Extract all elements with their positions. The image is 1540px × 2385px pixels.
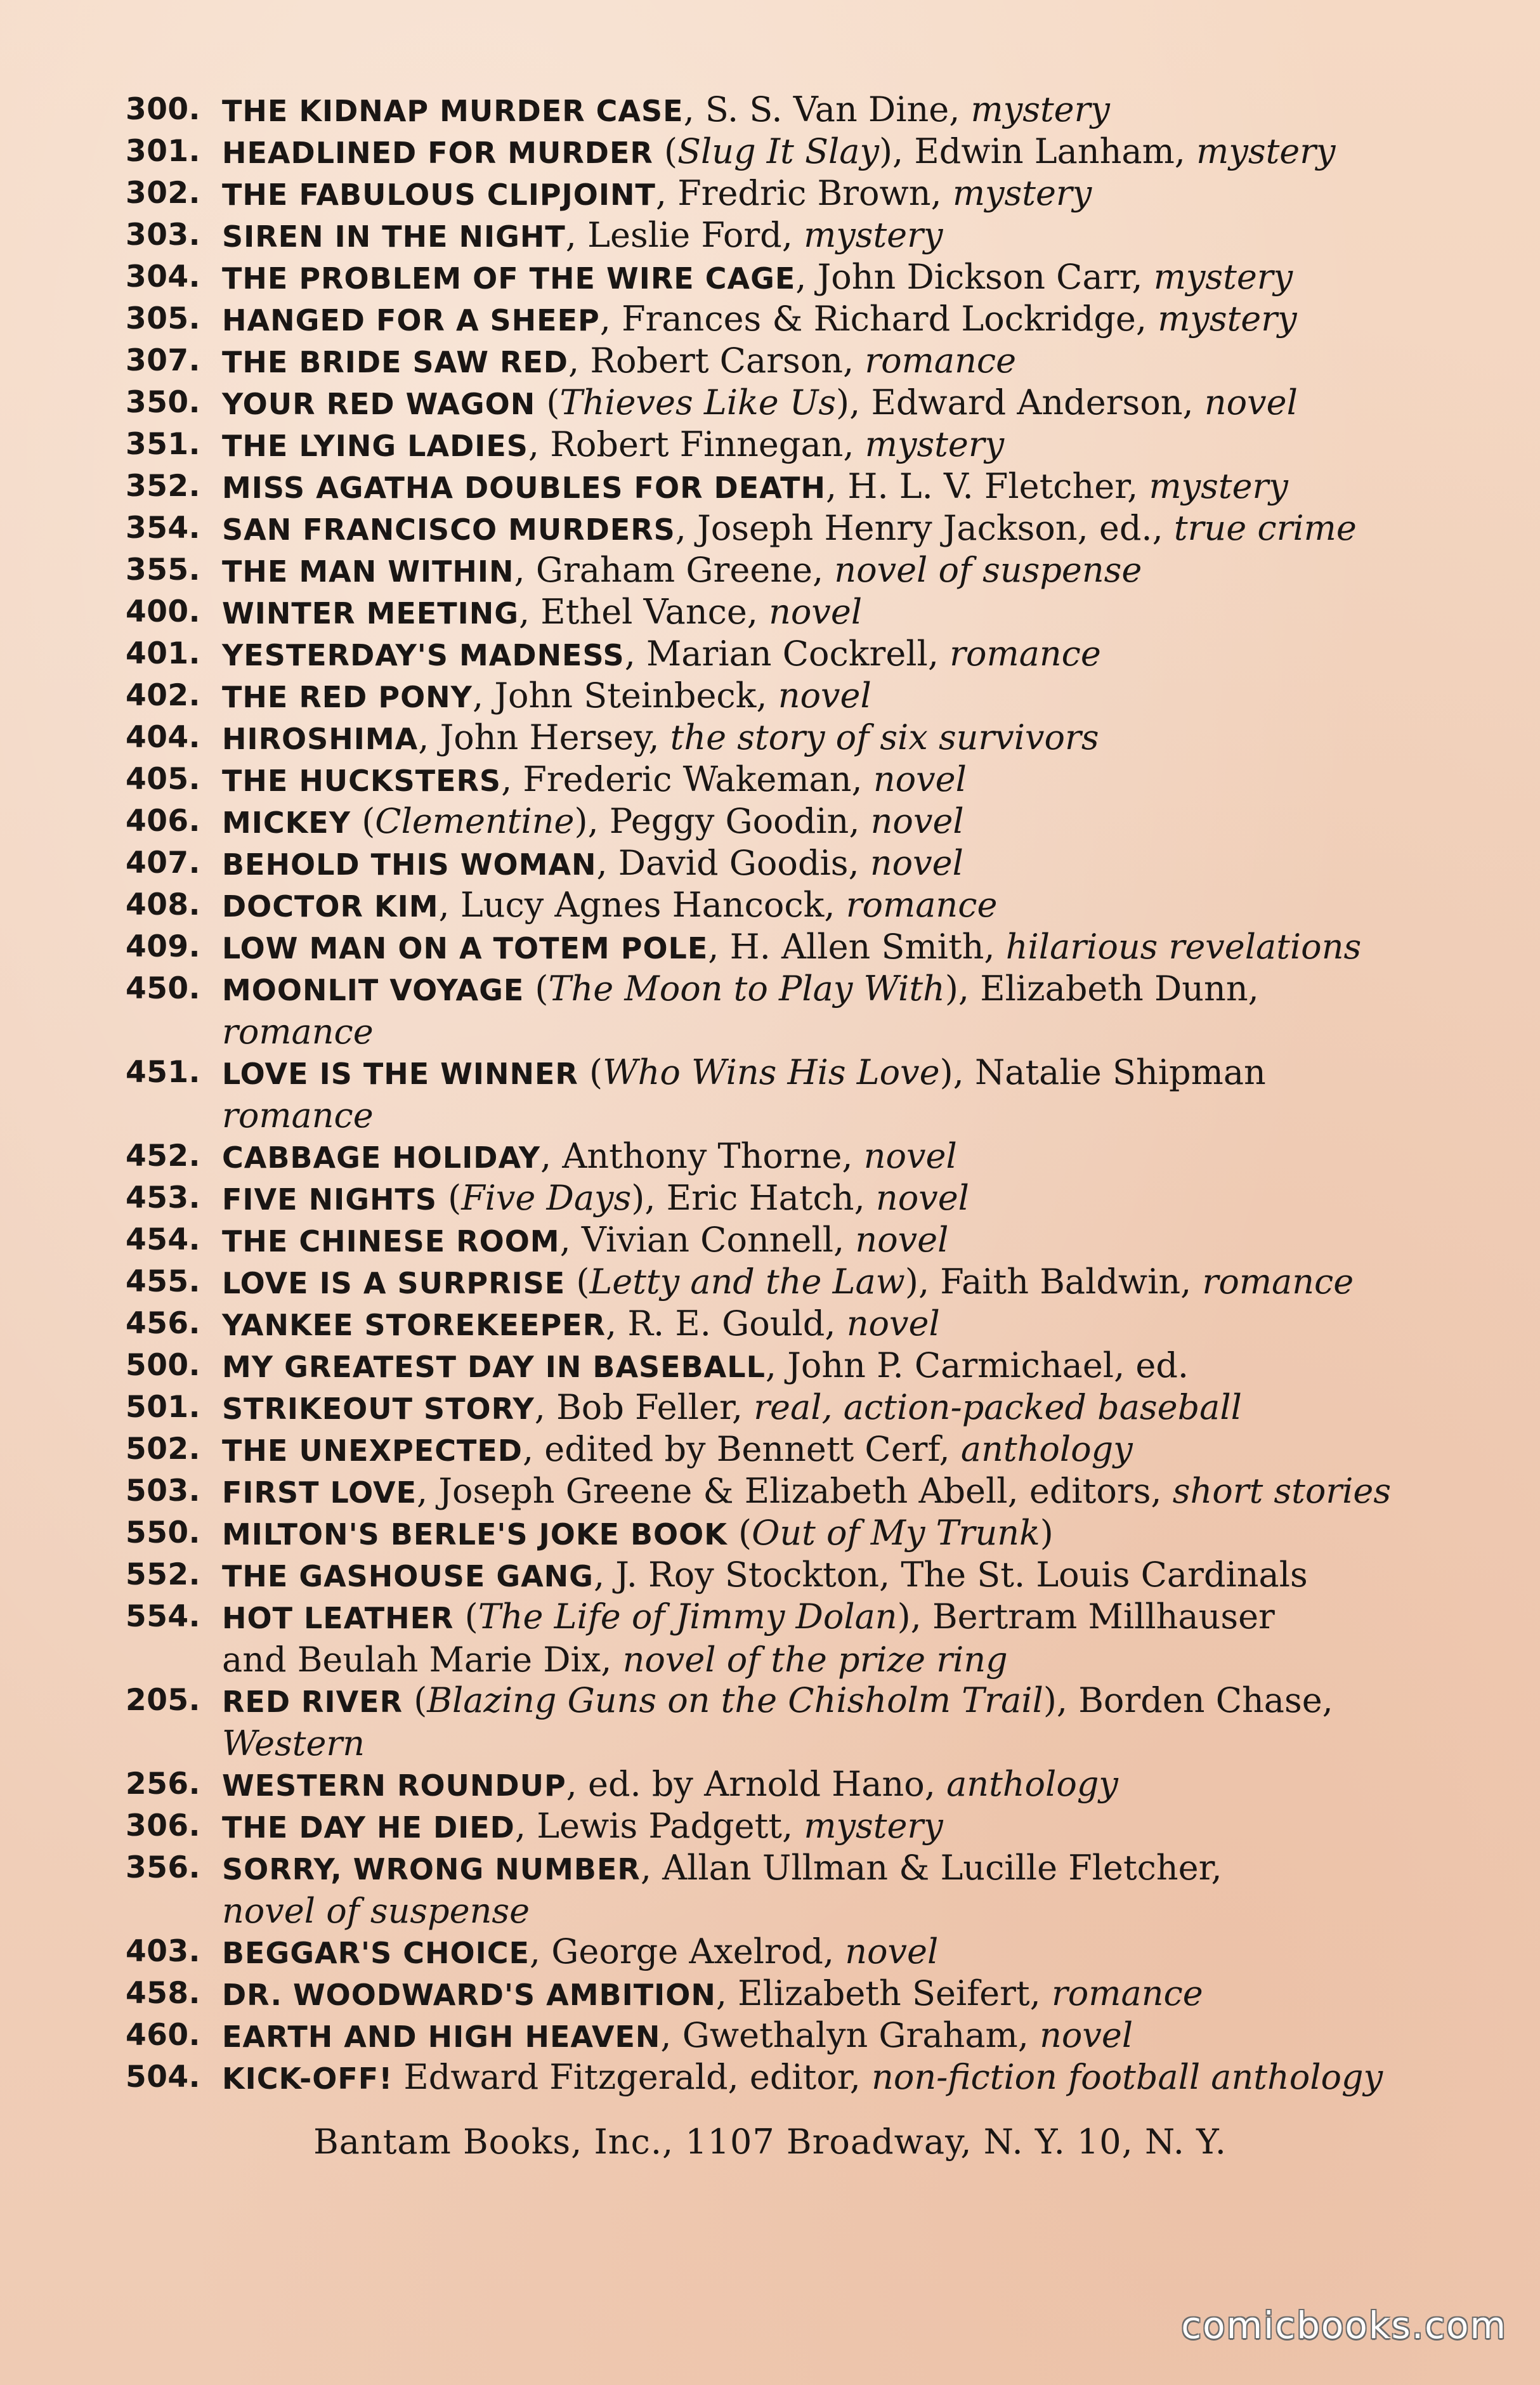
book-details — [222, 2015, 1419, 2058]
book-title: THE HUCKSTERS — [222, 764, 502, 798]
book-number: 405. — [126, 762, 200, 797]
book-number: 454. — [126, 1222, 200, 1257]
book-entry — [126, 926, 1419, 968]
book-entry — [126, 1805, 1419, 1847]
book-details — [222, 1512, 1419, 1555]
book-number: 303. — [126, 218, 200, 252]
book-number: 402. — [126, 678, 200, 713]
book-author: ), Natalie Shipman — [939, 1052, 1266, 1092]
separator: ( — [727, 1513, 752, 1553]
book-title: RED RIVER — [222, 1685, 403, 1719]
book-details — [222, 89, 1419, 132]
book-number: 502. — [126, 1432, 200, 1467]
book-genre: novel — [778, 676, 871, 716]
book-number: 305. — [126, 301, 200, 336]
book-number: 408. — [126, 887, 200, 922]
book-author: ), Edwin Lanham, — [878, 131, 1197, 171]
book-details — [222, 2056, 1419, 2100]
book-number: 554. — [126, 1599, 200, 1634]
book-number: 451. — [126, 1055, 200, 1090]
book-details — [222, 1303, 1419, 1346]
book-genre: novel of suspense — [834, 550, 1142, 590]
book-author: , Graham Greene, — [514, 550, 835, 590]
book-details — [222, 1931, 1419, 1974]
book-number: 407. — [126, 846, 200, 880]
book-title: HEADLINED FOR MURDER — [222, 136, 653, 170]
book-genre: novel — [863, 1136, 957, 1176]
book-title: LOVE IS A SURPRISE — [222, 1266, 566, 1300]
book-author: , John Steinbeck, — [472, 676, 778, 716]
continuation-line — [222, 1639, 1419, 1681]
book-genre: novel — [855, 1220, 949, 1260]
book-entry — [126, 884, 1419, 926]
book-number: 301. — [126, 134, 200, 169]
book-genre: mystery — [865, 424, 1005, 464]
book-author: , John Dickson Carr, — [795, 257, 1154, 297]
book-entry — [126, 131, 1419, 173]
book-title: THE UNEXPECTED — [222, 1434, 523, 1468]
book-entry — [126, 256, 1419, 298]
book-entry — [126, 2015, 1419, 2056]
book-title: MOONLIT VOYAGE — [222, 973, 525, 1007]
book-number: 302. — [126, 176, 200, 211]
book-details — [222, 968, 1419, 1053]
book-details — [222, 1805, 1419, 1848]
book-details — [222, 340, 1419, 383]
book-entry — [126, 591, 1419, 633]
book-author: , Leslie Ford, — [565, 215, 804, 255]
book-author: , Marian Cockrell, — [624, 634, 950, 674]
book-author: , George Axelrod, — [529, 1931, 845, 1971]
book-entry — [126, 968, 1419, 1052]
continuation-line — [222, 1890, 1419, 1932]
book-number: 501. — [126, 1390, 200, 1425]
book-entry — [126, 1052, 1419, 1135]
book-author: , S. S. Van Dine, — [683, 89, 971, 129]
book-entry — [126, 1387, 1419, 1428]
book-number: 406. — [126, 804, 200, 839]
book-genre: novel — [1204, 382, 1298, 422]
book-details — [222, 1847, 1419, 1932]
book-genre: short stories — [1172, 1471, 1392, 1511]
separator: ( — [351, 801, 375, 841]
book-author: , Allan Ullman & Lucille Fletcher, — [640, 1848, 1222, 1888]
book-genre: mystery — [1153, 257, 1293, 297]
book-details — [222, 424, 1419, 467]
book-entry — [126, 1135, 1419, 1177]
separator: ( — [436, 1178, 462, 1218]
book-author: Edward Fitzgerald, editor, — [393, 2057, 872, 2097]
book-author: ), Eric Hatch, — [631, 1178, 876, 1218]
book-number: 409. — [126, 929, 200, 964]
book-number: 300. — [126, 92, 200, 127]
book-title: THE DAY HE DIED — [222, 1810, 515, 1845]
book-entry — [126, 173, 1419, 214]
book-details — [222, 466, 1419, 509]
book-author: , Ethel Vance, — [518, 592, 769, 632]
book-entry — [126, 466, 1419, 507]
book-title: HIROSHIMA — [222, 722, 419, 756]
book-entry — [126, 1680, 1419, 1763]
watermark: comicbooks.com — [1181, 2304, 1507, 2347]
book-number: 404. — [126, 720, 200, 755]
book-genre: romance — [845, 885, 998, 925]
book-author: , Anthony Thorne, — [540, 1136, 864, 1176]
book-genre: novel — [845, 1931, 939, 1971]
book-details — [222, 1470, 1419, 1513]
book-details — [222, 1177, 1419, 1220]
book-author: , Robert Carson, — [568, 341, 865, 381]
book-genre: mystery — [952, 173, 1092, 213]
book-author: , Fredric Brown, — [655, 173, 953, 213]
book-number: 205. — [126, 1683, 200, 1718]
book-title: HOT LEATHER — [222, 1601, 454, 1635]
alternate-title: Who Wins His Love — [603, 1052, 940, 1092]
book-number: 453. — [126, 1180, 200, 1215]
book-title: MISS AGATHA DOUBLES FOR DEATH — [222, 471, 826, 505]
book-title: BEHOLD THIS WOMAN — [222, 847, 597, 882]
book-number: 350. — [126, 385, 200, 420]
book-genre: mystery — [970, 89, 1110, 129]
book-author: ), Elizabeth Dunn, — [944, 969, 1259, 1009]
book-title: THE RED PONY — [222, 680, 473, 714]
book-details — [222, 131, 1419, 174]
book-genre: mystery — [804, 215, 943, 255]
book-entry — [126, 382, 1419, 424]
book-title: EARTH AND HIGH HEAVEN — [222, 2020, 661, 2054]
book-title: THE LYING LADIES — [222, 429, 528, 463]
book-genre: the story of six survivors — [670, 717, 1099, 757]
book-title: SIREN IN THE NIGHT — [222, 219, 566, 254]
alternate-title: Five Days — [461, 1178, 632, 1218]
book-title: SAN FRANCISCO MURDERS — [222, 513, 675, 547]
book-author: ), Peggy Goodin, — [574, 801, 871, 841]
book-number: 356. — [126, 1850, 200, 1885]
book-author: , Frances & Richard Lockridge, — [599, 299, 1158, 339]
book-author: , Robert Finnegan, — [528, 424, 865, 464]
book-number: 550. — [126, 1515, 200, 1550]
book-details — [222, 675, 1419, 718]
book-number: 401. — [126, 636, 200, 671]
book-genre: non-fiction football anthology — [871, 2057, 1383, 2097]
separator: ( — [578, 1052, 603, 1092]
book-author: , R. E. Gould, — [606, 1304, 847, 1343]
book-entry — [126, 759, 1419, 800]
book-details — [222, 382, 1419, 425]
book-title: STRIKEOUT STORY — [222, 1392, 535, 1426]
book-author: , John Hersey, — [418, 717, 670, 757]
book-genre: novel — [870, 801, 964, 841]
book-title: HANGED FOR A SHEEP — [222, 303, 600, 337]
book-entry — [126, 1177, 1419, 1219]
book-entry — [126, 633, 1419, 675]
book-entry — [126, 1554, 1419, 1596]
book-entry — [126, 1763, 1419, 1805]
book-genre: novel — [846, 1304, 940, 1343]
book-genre: real, action-packed baseball — [754, 1387, 1242, 1427]
book-number: 352. — [126, 469, 200, 504]
book-title: THE MAN WITHIN — [222, 554, 514, 589]
book-number: 450. — [126, 971, 200, 1006]
book-title: KICK-OFF! — [222, 2062, 393, 2096]
book-author: , H. Allen Smith, — [708, 927, 1006, 967]
book-title: SORRY, WRONG NUMBER — [222, 1852, 641, 1886]
alternate-title: Thieves Like Us — [559, 382, 837, 422]
book-details — [222, 884, 1419, 927]
book-author: and Beulah Marie Dix, — [222, 1640, 623, 1680]
book-entry — [126, 424, 1419, 466]
book-list — [126, 89, 1419, 2098]
book-title: DOCTOR KIM — [222, 889, 439, 924]
book-author: , John P. Carmichael, ed. — [765, 1345, 1189, 1385]
book-title: BEGGAR'S CHOICE — [222, 1936, 530, 1970]
book-details — [222, 633, 1419, 676]
book-number: 500. — [126, 1348, 200, 1383]
book-details — [222, 1680, 1419, 1765]
book-number: 256. — [126, 1767, 200, 1801]
book-author: , Lewis Padgett, — [514, 1806, 804, 1846]
book-genre: novel — [769, 592, 863, 632]
book-details — [222, 1387, 1419, 1430]
book-entry — [126, 717, 1419, 759]
separator: ( — [454, 1597, 478, 1637]
book-genre: anthology — [946, 1764, 1118, 1804]
book-details — [222, 214, 1419, 258]
book-genre: romance — [222, 1012, 374, 1052]
book-genre: mystery — [1149, 466, 1288, 506]
book-author: , Gwethalyn Graham, — [660, 2015, 1040, 2055]
separator: ( — [565, 1262, 590, 1302]
alternate-title: Blazing Guns on the Chisholm Trail — [427, 1680, 1043, 1720]
book-title: LOVE IS THE WINNER — [222, 1057, 578, 1091]
book-genre: anthology — [960, 1429, 1133, 1469]
book-entry — [126, 800, 1419, 842]
book-entry — [126, 89, 1419, 131]
book-entry — [126, 1219, 1419, 1261]
book-title: LOW MAN ON A TOTEM POLE — [222, 931, 708, 965]
book-title: YESTERDAY'S MADNESS — [222, 638, 625, 672]
book-genre: hilarious revelations — [1005, 927, 1362, 967]
book-author: , Vivian Connell, — [559, 1220, 856, 1260]
continuation-line — [222, 1095, 1419, 1137]
book-number: 458. — [126, 1976, 200, 2011]
book-title: THE BRIDE SAW RED — [222, 345, 568, 379]
book-entry — [126, 214, 1419, 256]
book-author: , Frederic Wakeman, — [501, 759, 873, 799]
book-number: 503. — [126, 1473, 200, 1508]
book-title: FIVE NIGHTS — [222, 1182, 437, 1217]
book-title: YOUR RED WAGON — [222, 387, 536, 421]
book-title: YANKEE STOREKEEPER — [222, 1308, 606, 1342]
book-details — [222, 298, 1419, 341]
alternate-title: The Life of Jimmy Dolan — [478, 1597, 897, 1637]
book-number: 351. — [126, 427, 200, 462]
book-details — [222, 842, 1419, 885]
separator: ( — [403, 1680, 427, 1720]
book-genre: romance — [865, 341, 1017, 381]
book-genre: novel — [873, 759, 967, 799]
book-details — [222, 759, 1419, 802]
book-title: CABBAGE HOLIDAY — [222, 1140, 540, 1175]
continuation-line — [222, 1011, 1419, 1053]
book-entry — [126, 298, 1419, 340]
book-author: , David Goodis, — [596, 843, 870, 883]
book-number: 452. — [126, 1139, 200, 1173]
book-genre: novel of suspense — [222, 1891, 530, 1931]
book-details — [222, 1345, 1419, 1388]
book-author: , Joseph Henry Jackson, ed., — [675, 508, 1174, 548]
book-number: 504. — [126, 2060, 200, 2094]
book-title: WINTER MEETING — [222, 596, 519, 631]
book-details — [222, 1554, 1419, 1597]
book-genre: romance — [1202, 1262, 1354, 1302]
book-author: , Joseph Greene & Elizabeth Abell, editors, — [417, 1471, 1173, 1511]
book-author: , ed. by Arnold Hano, — [566, 1764, 947, 1804]
book-genre: Western — [222, 1723, 365, 1763]
book-details — [222, 507, 1419, 551]
book-number: 307. — [126, 343, 200, 378]
book-author: , edited by Bennett Cerf, — [522, 1429, 961, 1469]
book-number: 403. — [126, 1934, 200, 1969]
book-genre: novel of the prize ring — [622, 1640, 1008, 1680]
book-details — [222, 549, 1419, 592]
separator: ( — [653, 131, 678, 171]
separator: ( — [524, 969, 549, 1009]
continuation-line — [222, 1723, 1419, 1765]
separator: ( — [535, 382, 560, 422]
book-details — [222, 1428, 1419, 1472]
book-genre: romance — [222, 1095, 374, 1135]
book-entry — [126, 507, 1419, 549]
book-title: FIRST LOVE — [222, 1475, 417, 1510]
book-entry — [126, 1931, 1419, 1973]
book-details — [222, 591, 1419, 634]
book-entry — [126, 1512, 1419, 1554]
book-author: , Elizabeth Seifert, — [715, 1973, 1052, 2013]
book-details — [222, 1763, 1419, 1807]
book-author: ), Edward Anderson, — [836, 382, 1204, 422]
book-details — [222, 1135, 1419, 1179]
book-entry — [126, 1596, 1419, 1680]
book-details — [222, 1219, 1419, 1262]
book-genre: mystery — [1158, 299, 1297, 339]
book-entry — [126, 1261, 1419, 1303]
book-genre: novel — [875, 1178, 969, 1218]
book-title: MILTON'S BERLE'S JOKE BOOK — [222, 1517, 728, 1552]
book-genre: romance — [949, 634, 1101, 674]
book-entry — [126, 2056, 1419, 2098]
book-number: 354. — [126, 511, 200, 546]
book-details — [222, 717, 1419, 760]
book-title: DR. WOODWARD'S AMBITION — [222, 1978, 716, 2012]
book-details — [222, 800, 1419, 844]
book-title: THE KIDNAP MURDER CASE — [222, 94, 684, 128]
book-author: ) — [1040, 1513, 1054, 1553]
book-details — [222, 1261, 1419, 1304]
book-entry — [126, 675, 1419, 717]
book-genre: mystery — [804, 1806, 943, 1846]
book-author: ), Bertram Millhauser — [897, 1597, 1275, 1637]
book-number: 460. — [126, 2018, 200, 2053]
alternate-title: Letty and the Law — [589, 1262, 905, 1302]
book-entry — [126, 1847, 1419, 1931]
book-number: 456. — [126, 1306, 200, 1341]
book-title: MICKEY — [222, 806, 351, 840]
book-title: MY GREATEST DAY IN BASEBALL — [222, 1350, 766, 1384]
book-entry — [126, 1428, 1419, 1470]
book-title: WESTERN ROUNDUP — [222, 1768, 566, 1803]
book-number: 355. — [126, 552, 200, 587]
book-details — [222, 1596, 1419, 1681]
book-title: THE GASHOUSE GANG — [222, 1559, 594, 1593]
book-details — [222, 256, 1419, 299]
publisher-footer: Bantam Books, Inc., 1107 Broadway, N. Y. 10, N. Y. — [313, 2122, 1227, 2162]
book-entry — [126, 549, 1419, 591]
book-entry — [126, 842, 1419, 884]
book-title: THE FABULOUS CLIPJOINT — [222, 178, 656, 212]
book-author: , J. Roy Stockton, The St. Louis Cardinals — [593, 1555, 1308, 1595]
book-genre: romance — [1051, 1973, 1203, 2013]
book-entry — [126, 1973, 1419, 2015]
book-number: 304. — [126, 259, 200, 294]
book-entry — [126, 1470, 1419, 1512]
book-author: , H. L. V. Fletcher, — [826, 466, 1149, 506]
book-details — [222, 1973, 1419, 2016]
book-number: 306. — [126, 1808, 200, 1843]
book-author: , Bob Feller, — [534, 1387, 754, 1427]
book-entry — [126, 1345, 1419, 1387]
book-author: , Lucy Agnes Hancock, — [438, 885, 846, 925]
book-genre: novel — [870, 843, 963, 883]
book-author: ), Faith Baldwin, — [904, 1262, 1203, 1302]
book-genre: novel — [1040, 2015, 1133, 2055]
alternate-title: Out of My Trunk — [752, 1513, 1040, 1553]
book-details — [222, 173, 1419, 216]
book-author: ), Borden Chase, — [1043, 1680, 1333, 1720]
book-entry — [126, 1303, 1419, 1345]
alternate-title: Clementine — [375, 801, 575, 841]
book-details — [222, 1052, 1419, 1137]
alternate-title: The Moon to Play With — [548, 969, 945, 1009]
book-title: THE PROBLEM OF THE WIRE CAGE — [222, 261, 796, 296]
book-title: THE CHINESE ROOM — [222, 1224, 560, 1258]
book-number: 552. — [126, 1557, 200, 1592]
book-entry — [126, 340, 1419, 382]
book-number: 400. — [126, 594, 200, 629]
book-number: 455. — [126, 1264, 200, 1299]
book-genre: true crime — [1173, 508, 1357, 548]
book-genre: mystery — [1196, 131, 1336, 171]
alternate-title: Slug It Slay — [677, 131, 879, 171]
book-details — [222, 926, 1419, 969]
